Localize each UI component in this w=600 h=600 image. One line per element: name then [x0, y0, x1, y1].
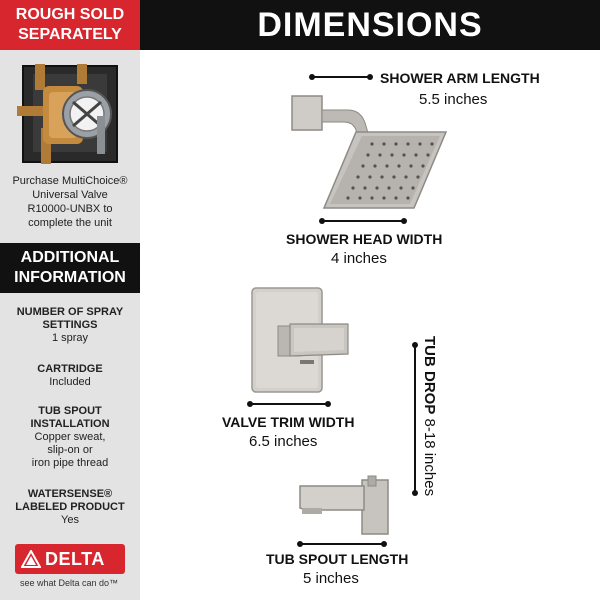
page-title: DIMENSIONS: [140, 0, 600, 50]
spec-key: [2, 488, 138, 514]
additional-banner-line-2: INFORMATION: [14, 269, 126, 286]
spec-tub-spout-installation: [2, 405, 138, 470]
tub-spout-dimension-line: [300, 543, 384, 545]
shower-head-dimension-line: [322, 220, 404, 222]
spec-value-line: Yes: [61, 514, 79, 526]
delta-triangle-icon: [21, 550, 41, 568]
spec-value-line: 1 spray: [51, 332, 89, 344]
spec-cartridge: [2, 363, 138, 389]
delta-wordmark: DELTA: [45, 549, 105, 569]
tub-drop-dimension-line: [414, 345, 416, 493]
additional-banner-line-1: ADDITIONAL: [20, 249, 120, 266]
spec-value: [2, 431, 138, 470]
spec-key-line: CARTRIDGE: [37, 363, 103, 375]
purchase-line-1: Purchase MultiChoice®: [12, 175, 128, 187]
tub-drop-value: 8-18 inches: [421, 418, 438, 497]
valve-trim-width-value: 6.5 inches: [249, 433, 318, 450]
purchase-line-4: complete the unit: [28, 217, 112, 229]
spec-key-line: INSTALLATION: [30, 418, 110, 430]
spec-key: [2, 306, 138, 332]
rough-banner-line-2: SEPARATELY: [18, 26, 122, 43]
purchase-valve-note: [4, 174, 136, 230]
valve-trim-width-label: VALVE TRIM WIDTH: [222, 414, 355, 430]
spec-value-line: Copper sweat,: [34, 431, 106, 443]
spec-key-line: SETTINGS: [42, 319, 98, 331]
rough-banner-line-1: ROUGH SOLD: [15, 6, 125, 23]
spec-watersense: [2, 488, 138, 527]
spec-key-line: LABELED PRODUCT: [15, 501, 125, 513]
rough-valve-image: [15, 60, 125, 168]
spec-key: [2, 363, 138, 376]
valve-trim-dimension-line: [250, 403, 328, 405]
additional-information-banner: [0, 243, 140, 293]
shower-head-image: [286, 92, 456, 212]
spec-key-line: WATERSENSE®: [27, 488, 113, 500]
delta-tagline: see what Delta can do™: [20, 578, 119, 588]
rough-sold-separately-banner: [0, 0, 140, 50]
shower-head-width-value: 4 inches: [331, 250, 387, 267]
tub-drop-label: TUB DROP: [421, 336, 438, 415]
shower-arm-length-label: SHOWER ARM LENGTH: [380, 70, 540, 86]
delta-logo: [15, 544, 125, 574]
sidebar: [0, 0, 140, 600]
spec-value-line: Included: [49, 376, 91, 388]
spec-value: [2, 376, 138, 389]
spec-value: [2, 332, 138, 345]
tub-spout-length-label: TUB SPOUT LENGTH: [266, 551, 409, 567]
shower-head-width-label: SHOWER HEAD WIDTH: [286, 231, 443, 247]
shower-arm-dimension-line: [312, 76, 370, 78]
shower-arm-length-value: 5.5 inches: [419, 91, 488, 108]
spec-key: [2, 405, 138, 431]
spec-value-line: slip-on or: [47, 444, 93, 456]
tub-spout-image: [296, 474, 396, 538]
purchase-line-2: Universal Valve: [32, 189, 108, 201]
spec-spray-settings: [2, 306, 138, 345]
spec-value: [2, 514, 138, 527]
spec-key-line: NUMBER OF SPRAY: [16, 306, 124, 318]
spec-value-line: iron pipe thread: [31, 457, 109, 469]
purchase-line-3: R10000-UNBX to: [27, 203, 113, 215]
spec-key-line: TUB SPOUT: [38, 405, 102, 417]
tub-spout-length-value: 5 inches: [303, 570, 359, 587]
valve-trim-image: [248, 284, 358, 396]
tub-drop-callout: [421, 336, 438, 496]
